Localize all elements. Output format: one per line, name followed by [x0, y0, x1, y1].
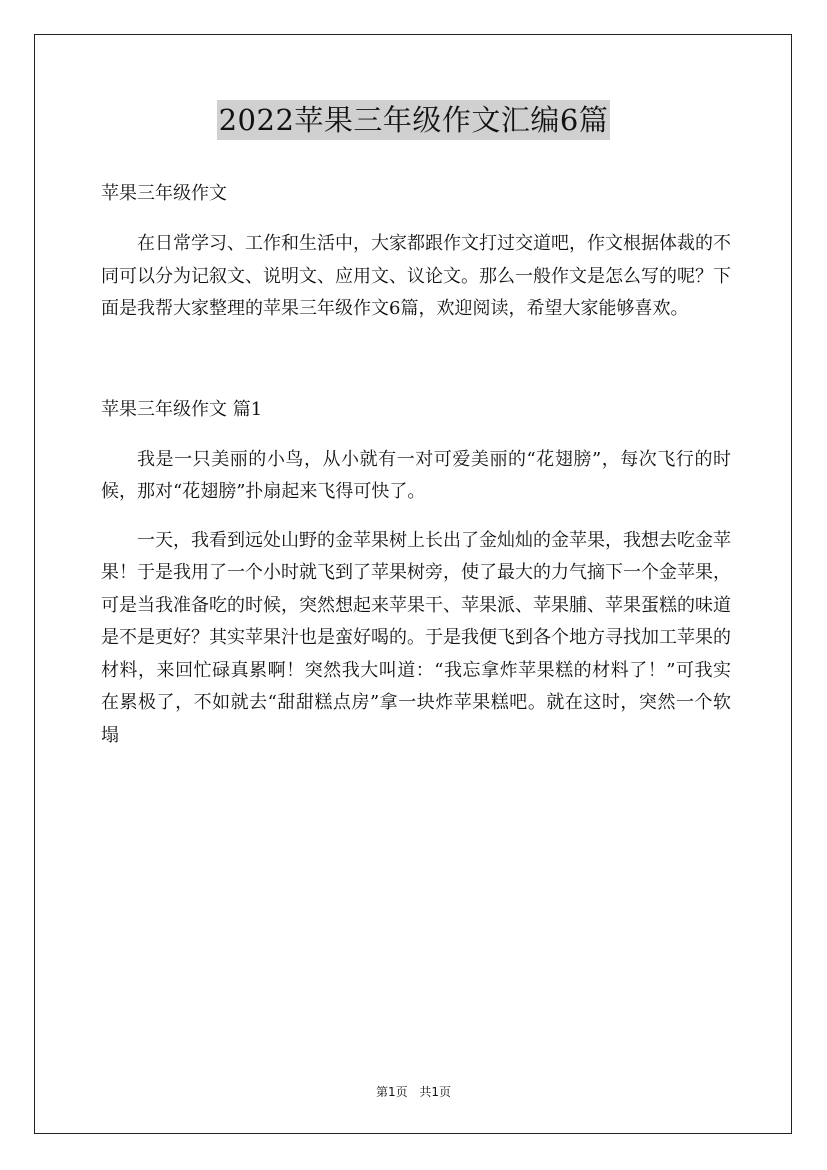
essay-paragraph-2: 一天，我看到远处山野的金苹果树上长出了金灿灿的金苹果，我想去吃金苹果！于是我用了一个小时就飞到了苹果树旁，使了最大的力气摘下一个金苹果，可是当我准备吃的时候，突然想起来苹果干、苹果派、苹果脯、苹果蛋糕的味道是不是更好？其实苹果汁也是蛮好喝的。于是我便飞到各个地方寻找加工苹果的材料，来回忙碌真累啊！突然我大叫道：“我忘拿炸苹果糕的材料了！”可我实在累极了，不如就去“甜甜糕点房”拿一块炸苹果糕吧。就在这时，突然一个软塌 [101, 529, 731, 746]
section-heading: 苹果三年级作文 [101, 183, 227, 204]
essay-paragraph-1: 我是一只美丽的小鸟，从小就有一对可爱美丽的“花翅膀”，每次飞行的时候，那对“花翅膀”扑扇起来飞得可快了。 [101, 448, 731, 502]
title-container [0, 100, 827, 140]
document-title: 2022苹果三年级作文汇编6篇 [217, 100, 611, 140]
page-footer [0, 1083, 827, 1100]
page-number-current: 第1页 [375, 1085, 408, 1099]
page-number-total: 共1页 [419, 1085, 452, 1099]
essay-heading: 苹果三年级作文 篇1 [101, 398, 263, 420]
document-body [101, 176, 731, 752]
intro-paragraph: 在日常学习、工作和生活中，大家都跟作文打过交道吧，作文根据体裁的不同可以分为记叙文、说明文、应用文、议论文。那么一般作文是怎么写的呢？下面是我帮大家整理的苹果三年级作文6篇，欢迎阅读，希望大家能够喜欢。 [101, 233, 731, 319]
